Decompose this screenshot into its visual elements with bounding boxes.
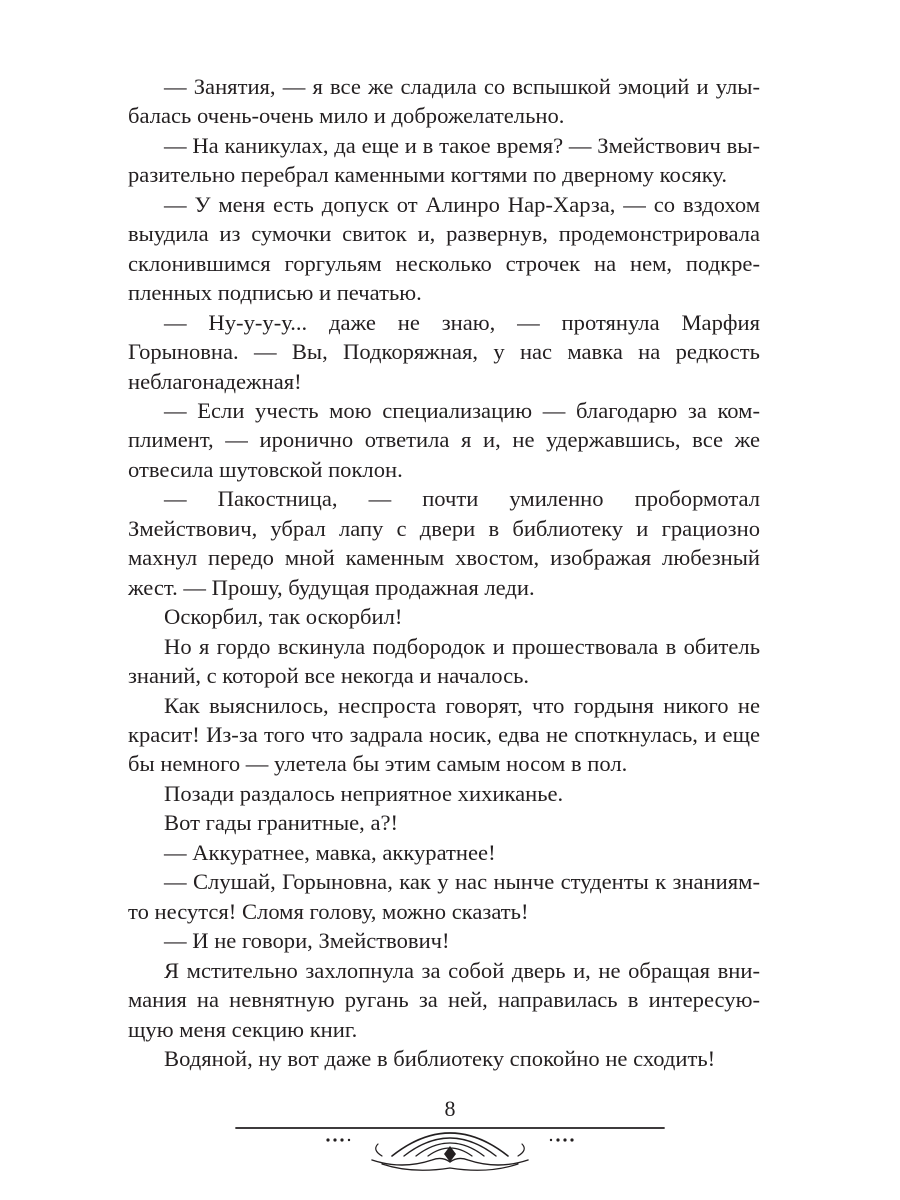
footer-ornament-icon (232, 1116, 668, 1176)
paragraph: — Аккуратнее, мавка, аккуратнее! (164, 839, 496, 865)
paragraph: Но я гордо вскинула подбородок и прошествовала в обитель знаний, с которой все некогда и началось. (128, 633, 760, 689)
page-number: 8 (444, 1096, 456, 1121)
paragraph: Оскорбил, так оскорбил! (164, 604, 403, 630)
paragraph: Вот гады гранитные, а?! (164, 810, 399, 836)
paragraph: — Если учесть мою специализацию — благодарю за комплимент, — иронично ответила я и, не удержавшись, все же отвесила шутовской поклон. (128, 397, 760, 482)
paragraph: Водяной, ну вот даже в библиотеку спокойно не сходить! (164, 1045, 716, 1071)
body-text (128, 72, 760, 1073)
paragraph: — И не говори, Змействович! (164, 928, 450, 954)
paragraph: — Занятия, — я все же сладила со вспышкой эмоций и улыбалась очень-очень мило и доброжелательно. (128, 74, 760, 129)
paragraph: — У меня есть допуск от Алинро Нар-Харза, — со вздохом выудила из сумочки свиток и, развернув, продемонстрировала склонившимся горгульям несколько строчек на нем, подкрепленных подписью и печатью. (128, 191, 760, 306)
paragraph: Как выяснилось, неспроста говорят, что гордыня никого не красит! Из-за того что задрала носик, едва не споткнулась, и еще бы немного — улетела бы этим самым носом в пол. (128, 692, 760, 777)
paragraph: — На каникулах, да еще и в такое время? — Змействович выразительно перебрал каменными когтями по дверному косяку. (128, 132, 760, 188)
paragraph: — Ну-у-у-у... даже не знаю, — протянула Марфия Горыновна. — Вы, Подкоряжная, у нас мавка на редкость неблагонадежная! (128, 309, 760, 394)
paragraph: — Слушай, Горыновна, как у нас нынче студенты к знаниямто несутся! Сломя голову, можно сказать! (128, 869, 760, 924)
paragraph: Я мстительно захлопнула за собой дверь и, не обращая внимания на невнятную ругань за ней, направилась в интересующую меня секцию книг. (128, 957, 760, 1042)
paragraph: — Пакостница, — почти умиленно пробормотал Змействович, убрал лапу с двери в библиотеку и грациозно махнул передо мной каменным хвостом, изображая любезный жест. — Прошу, будущая продажная леди. (128, 486, 760, 600)
paragraph: Позади раздалось неприятное хихиканье. (164, 780, 564, 806)
